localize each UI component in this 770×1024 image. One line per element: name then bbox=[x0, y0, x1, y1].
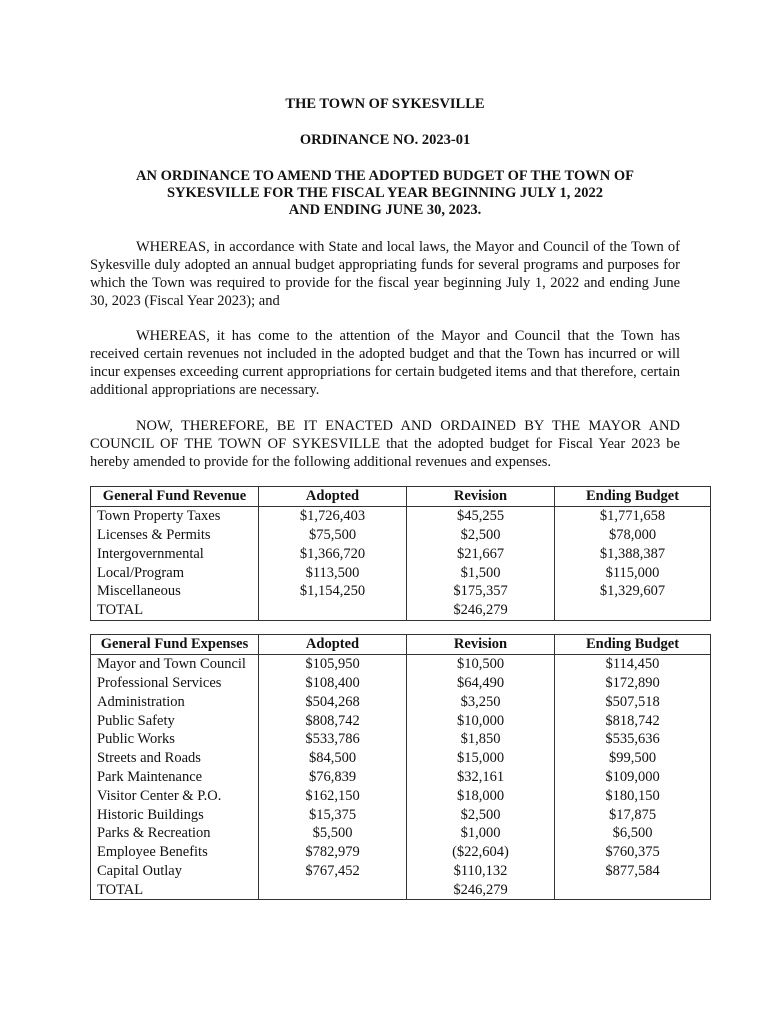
row-label: Professional Services bbox=[91, 674, 259, 693]
cell-value: $5,500 bbox=[259, 824, 407, 843]
cell-value: $767,452 bbox=[259, 862, 407, 881]
cell-value: $15,000 bbox=[407, 749, 555, 768]
cell-value: $109,000 bbox=[555, 768, 711, 787]
cell-value: $760,375 bbox=[555, 843, 711, 862]
row-label: Visitor Center & P.O. bbox=[91, 786, 259, 805]
cell-value: $2,500 bbox=[407, 526, 555, 545]
column-header: Ending Budget bbox=[555, 487, 711, 507]
ordinance-title-line-2: SYKESVILLE FOR THE FISCAL YEAR BEGINNING JULY 1, 2022 bbox=[166, 185, 604, 201]
paragraph-text: WHEREAS, in accordance with State and local laws, the Mayor and Council of the Town of Sykesville duly adopted an annual budget appropriating funds for several programs and purposes for which the Town was required to provide for the fiscal year beginning July 1, 2022 and ending June 30, 2023 (Fiscal Year 2023); and bbox=[90, 239, 680, 309]
table-row bbox=[91, 711, 711, 730]
cell-value: $504,268 bbox=[259, 692, 407, 711]
table-row bbox=[91, 768, 711, 787]
table-row bbox=[91, 805, 711, 824]
table-row bbox=[91, 674, 711, 693]
cell-value: $246,279 bbox=[407, 601, 555, 620]
cell-value: $535,636 bbox=[555, 730, 711, 749]
cell-value: $32,161 bbox=[407, 768, 555, 787]
row-label: Streets and Roads bbox=[91, 749, 259, 768]
cell-value: $507,518 bbox=[555, 692, 711, 711]
cell-value: $808,742 bbox=[259, 711, 407, 730]
row-label: Intergovernmental bbox=[91, 544, 259, 563]
cell-value: $76,839 bbox=[259, 768, 407, 787]
cell-value: $78,000 bbox=[555, 526, 711, 545]
cell-value: $108,400 bbox=[259, 674, 407, 693]
cell-value: $180,150 bbox=[555, 786, 711, 805]
cell-value: $6,500 bbox=[555, 824, 711, 843]
table-header-row bbox=[91, 635, 711, 655]
row-label: Park Maintenance bbox=[91, 768, 259, 787]
column-header: Ending Budget bbox=[555, 635, 711, 655]
row-label: TOTAL bbox=[91, 601, 259, 620]
column-header: Revision bbox=[407, 635, 555, 655]
cell-value: $18,000 bbox=[407, 786, 555, 805]
cell-value: $1,850 bbox=[407, 730, 555, 749]
cell-value: $10,000 bbox=[407, 711, 555, 730]
cell-value: $75,500 bbox=[259, 526, 407, 545]
table-row bbox=[91, 563, 711, 582]
row-label: Town Property Taxes bbox=[91, 506, 259, 525]
ordinance-title-line-1: AN ORDINANCE TO AMEND THE ADOPTED BUDGET OF THE TOWN OF bbox=[136, 168, 634, 184]
table-row bbox=[91, 730, 711, 749]
cell-value: $1,726,403 bbox=[259, 506, 407, 525]
ordinance-title-line-3: AND ENDING JUNE 30, 2023. bbox=[288, 202, 482, 218]
table-row bbox=[91, 749, 711, 768]
column-header: Adopted bbox=[259, 635, 407, 655]
row-label: Public Works bbox=[91, 730, 259, 749]
row-label: Administration bbox=[91, 692, 259, 711]
cell-value: $533,786 bbox=[259, 730, 407, 749]
table-row bbox=[91, 544, 711, 563]
cell-value: $115,000 bbox=[555, 563, 711, 582]
table-row bbox=[91, 862, 711, 881]
row-label: Public Safety bbox=[91, 711, 259, 730]
paragraph-text: WHEREAS, it has come to the attention of the Mayor and Council that the Town has received certain revenues not included in the adopted budget and that the Town has incurred or will incur expenses exceeding current appropriations for certain budgeted items and that therefore, certain additional appropriations are necessary. bbox=[90, 328, 680, 398]
row-label: Mayor and Town Council bbox=[91, 654, 259, 673]
table-row bbox=[91, 601, 711, 620]
cell-value: $1,500 bbox=[407, 563, 555, 582]
whereas-paragraph-2 bbox=[90, 327, 680, 399]
cell-value bbox=[259, 880, 407, 899]
town-heading: THE TOWN OF SYKESVILLE bbox=[285, 96, 485, 112]
cell-value: $1,154,250 bbox=[259, 582, 407, 601]
cell-value: $1,771,658 bbox=[555, 506, 711, 525]
cell-value bbox=[555, 601, 711, 620]
table-row bbox=[91, 506, 711, 525]
row-label: Historic Buildings bbox=[91, 805, 259, 824]
cell-value: $246,279 bbox=[407, 880, 555, 899]
column-header: General Fund Expenses bbox=[91, 635, 259, 655]
expense-table bbox=[90, 634, 711, 900]
row-label: Local/Program bbox=[91, 563, 259, 582]
cell-value: $45,255 bbox=[407, 506, 555, 525]
cell-value: $15,375 bbox=[259, 805, 407, 824]
cell-value: $175,357 bbox=[407, 582, 555, 601]
row-label: Employee Benefits bbox=[91, 843, 259, 862]
cell-value: $64,490 bbox=[407, 674, 555, 693]
cell-value: $110,132 bbox=[407, 862, 555, 881]
cell-value: $1,388,387 bbox=[555, 544, 711, 563]
cell-value: $84,500 bbox=[259, 749, 407, 768]
cell-value: ($22,604) bbox=[407, 843, 555, 862]
table-row bbox=[91, 786, 711, 805]
row-label: Parks & Recreation bbox=[91, 824, 259, 843]
cell-value bbox=[555, 880, 711, 899]
cell-value: $1,000 bbox=[407, 824, 555, 843]
enacting-paragraph bbox=[90, 417, 680, 471]
cell-value: $99,500 bbox=[555, 749, 711, 768]
cell-value: $2,500 bbox=[407, 805, 555, 824]
table-row bbox=[91, 582, 711, 601]
table-row bbox=[91, 692, 711, 711]
cell-value: $877,584 bbox=[555, 862, 711, 881]
table-row bbox=[91, 843, 711, 862]
cell-value: $114,450 bbox=[555, 654, 711, 673]
whereas-paragraph-1 bbox=[90, 238, 680, 310]
cell-value: $17,875 bbox=[555, 805, 711, 824]
row-label: TOTAL bbox=[91, 880, 259, 899]
cell-value: $3,250 bbox=[407, 692, 555, 711]
cell-value: $162,150 bbox=[259, 786, 407, 805]
revenue-table bbox=[90, 486, 711, 621]
table-row bbox=[91, 880, 711, 899]
cell-value: $818,742 bbox=[555, 711, 711, 730]
paragraph-text: NOW, THEREFORE, BE IT ENACTED AND ORDAINED BY THE MAYOR AND COUNCIL OF THE TOWN OF SYKESVILLE that the adopted budget for Fiscal Year 2023 be hereby amended to provide for the following additional revenues and expenses. bbox=[90, 418, 680, 470]
cell-value: $782,979 bbox=[259, 843, 407, 862]
cell-value: $172,890 bbox=[555, 674, 711, 693]
column-header: General Fund Revenue bbox=[91, 487, 259, 507]
cell-value: $105,950 bbox=[259, 654, 407, 673]
ordinance-number: ORDINANCE NO. 2023-01 bbox=[299, 132, 471, 148]
cell-value: $1,329,607 bbox=[555, 582, 711, 601]
cell-value: $1,366,720 bbox=[259, 544, 407, 563]
cell-value: $21,667 bbox=[407, 544, 555, 563]
row-label: Licenses & Permits bbox=[91, 526, 259, 545]
cell-value bbox=[259, 601, 407, 620]
table-row bbox=[91, 526, 711, 545]
table-row bbox=[91, 654, 711, 673]
table-row bbox=[91, 824, 711, 843]
column-header: Adopted bbox=[259, 487, 407, 507]
column-header: Revision bbox=[407, 487, 555, 507]
cell-value: $10,500 bbox=[407, 654, 555, 673]
row-label: Capital Outlay bbox=[91, 862, 259, 881]
row-label: Miscellaneous bbox=[91, 582, 259, 601]
cell-value: $113,500 bbox=[259, 563, 407, 582]
table-header-row bbox=[91, 487, 711, 507]
